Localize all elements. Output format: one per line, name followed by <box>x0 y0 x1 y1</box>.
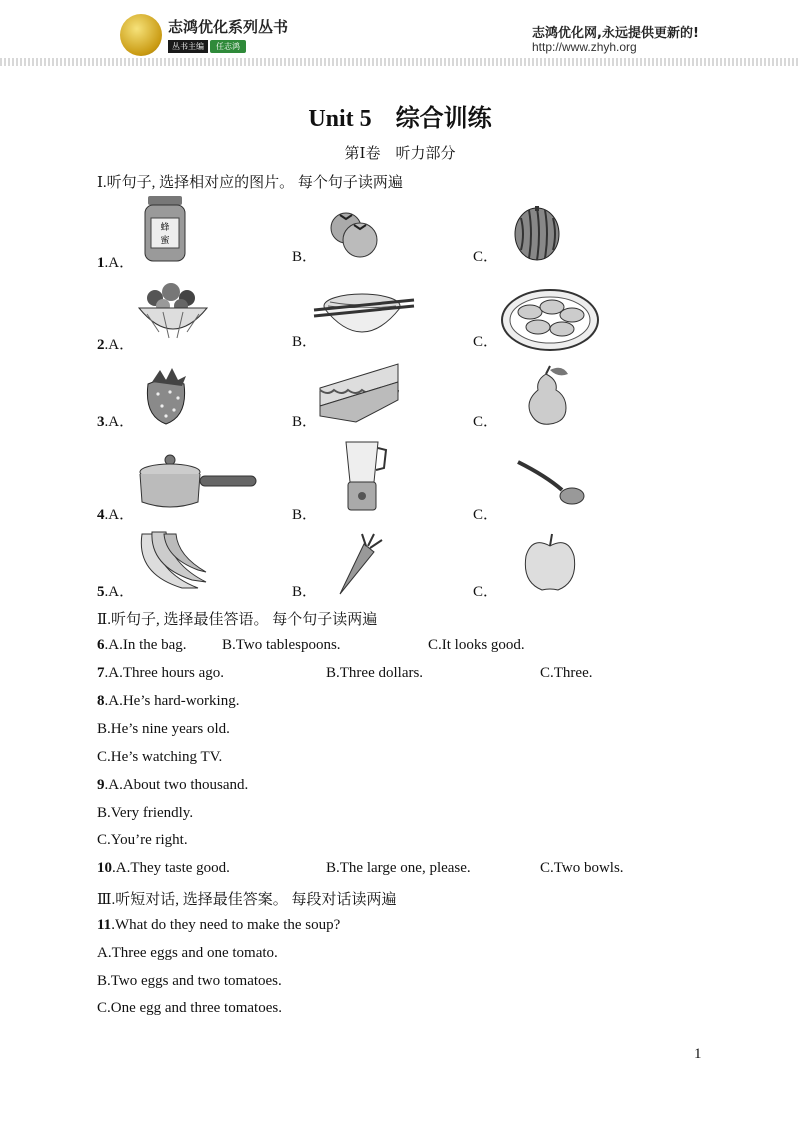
page-number: 1 <box>694 1046 702 1062</box>
series-logo-icon <box>120 14 162 56</box>
page-title: Unit 5 综合训练 <box>308 106 492 132</box>
sandwich-icon <box>316 360 402 426</box>
option-b-label: B． <box>292 414 318 430</box>
slogan: 志鸿优化网,永远提供更新的! <box>532 26 699 41</box>
question-7 <box>97 665 224 682</box>
option-b-label: B． <box>292 334 318 350</box>
series-brand: 志鸿优化系列丛书 <box>168 18 289 36</box>
option-b: B.He’s nine years old. <box>97 721 230 737</box>
option-a-label: .A． <box>104 255 135 271</box>
option-b-label: B． <box>292 249 318 265</box>
section3-heading: Ⅲ.听短对话, 选择最佳答案。 每段对话读两遍 <box>97 892 397 908</box>
option-c: C.Three. <box>540 665 593 681</box>
blender-icon <box>338 438 390 512</box>
website-url[interactable]: http://www.zhyh.org <box>532 40 637 54</box>
tomatoes-icon <box>326 206 382 258</box>
question-3 <box>97 410 134 431</box>
editor-tag: 丛书主编 <box>168 40 208 53</box>
option-a: .A.In the bag. <box>104 637 187 653</box>
question-number: 4 <box>97 507 105 523</box>
page-header <box>0 0 800 68</box>
option-a: .A.He’s hard-working. <box>104 693 240 709</box>
carrot-icon <box>334 532 384 596</box>
option-a-label: .A． <box>104 414 135 430</box>
option-c-label: C． <box>473 507 499 523</box>
editor-name-tag: 任志鸿 <box>210 40 246 53</box>
spoon-icon <box>516 458 586 508</box>
option-c-label: C． <box>473 414 499 430</box>
question-number: 6 <box>97 637 105 653</box>
option-a-label: .A． <box>104 584 135 600</box>
option-b: B.The large one, please. <box>326 860 471 876</box>
watermelon-icon <box>513 204 561 262</box>
question-number: 11 <box>97 917 112 933</box>
option-a-label: .A． <box>104 337 135 353</box>
section1-heading: Ⅰ.听句子, 选择相对应的图片。 每个句子读两遍 <box>97 175 403 191</box>
option-b: B.Very friendly. <box>97 805 194 821</box>
question-8 <box>97 693 239 710</box>
header-divider <box>0 58 800 66</box>
strawberry-icon <box>142 366 190 426</box>
question-number: 2 <box>97 337 105 353</box>
question-number: 10 <box>97 860 112 876</box>
option-a: A.Three eggs and one tomato. <box>97 945 278 961</box>
question-1 <box>97 251 134 272</box>
option-b-label: B． <box>292 584 318 600</box>
option-c-label: C． <box>473 584 499 600</box>
option-c-label: C． <box>473 334 499 350</box>
pear-icon <box>522 364 574 426</box>
option-c: C.Two bowls. <box>540 860 624 876</box>
section2-heading: Ⅱ.听句子, 选择最佳答语。 每个句子读两遍 <box>97 612 378 628</box>
option-b-label: B． <box>292 507 318 523</box>
option-c-label: C． <box>473 249 499 265</box>
question-number: 7 <box>97 665 105 681</box>
saucepan-icon <box>136 452 260 514</box>
option-a: .A.Three hours ago. <box>104 665 225 681</box>
part-subtitle: 第Ⅰ卷 听力部分 <box>344 146 456 162</box>
option-b: B.Two tablespoons. <box>222 637 341 653</box>
option-c: C.He’s watching TV. <box>97 749 223 765</box>
option-c: C.It looks good. <box>428 637 525 653</box>
question-11 <box>97 917 340 934</box>
question-text: .What do they need to make the soup? <box>111 917 341 933</box>
option-b: B.Three dollars. <box>326 665 424 681</box>
question-number: 8 <box>97 693 105 709</box>
bananas-icon <box>136 530 208 594</box>
question-9 <box>97 777 248 794</box>
noodles-bowl-icon <box>312 286 416 346</box>
question-number: 1 <box>97 255 105 271</box>
option-b: B.Two eggs and two tomatoes. <box>97 973 282 989</box>
honey-jar-icon <box>140 194 190 264</box>
question-2 <box>97 333 134 354</box>
option-a-label: .A． <box>104 507 135 523</box>
option-a: .A.They taste good. <box>112 860 230 876</box>
question-5 <box>97 580 134 601</box>
option-c: C.One egg and three tomatoes. <box>97 1000 282 1016</box>
question-6 <box>97 637 187 654</box>
question-4 <box>97 503 134 524</box>
question-10 <box>97 860 230 877</box>
question-number: 9 <box>97 777 105 793</box>
question-number: 5 <box>97 584 105 600</box>
question-number: 3 <box>97 414 105 430</box>
option-a: .A.About two thousand. <box>104 777 249 793</box>
option-c: C.You’re right. <box>97 832 188 848</box>
salad-bowl-icon <box>133 278 213 344</box>
jar-label-text: 蜂 <box>160 223 170 233</box>
apple-icon <box>522 532 578 592</box>
dumplings-plate-icon <box>500 287 600 353</box>
jar-label-text: 蜜 <box>160 236 170 246</box>
